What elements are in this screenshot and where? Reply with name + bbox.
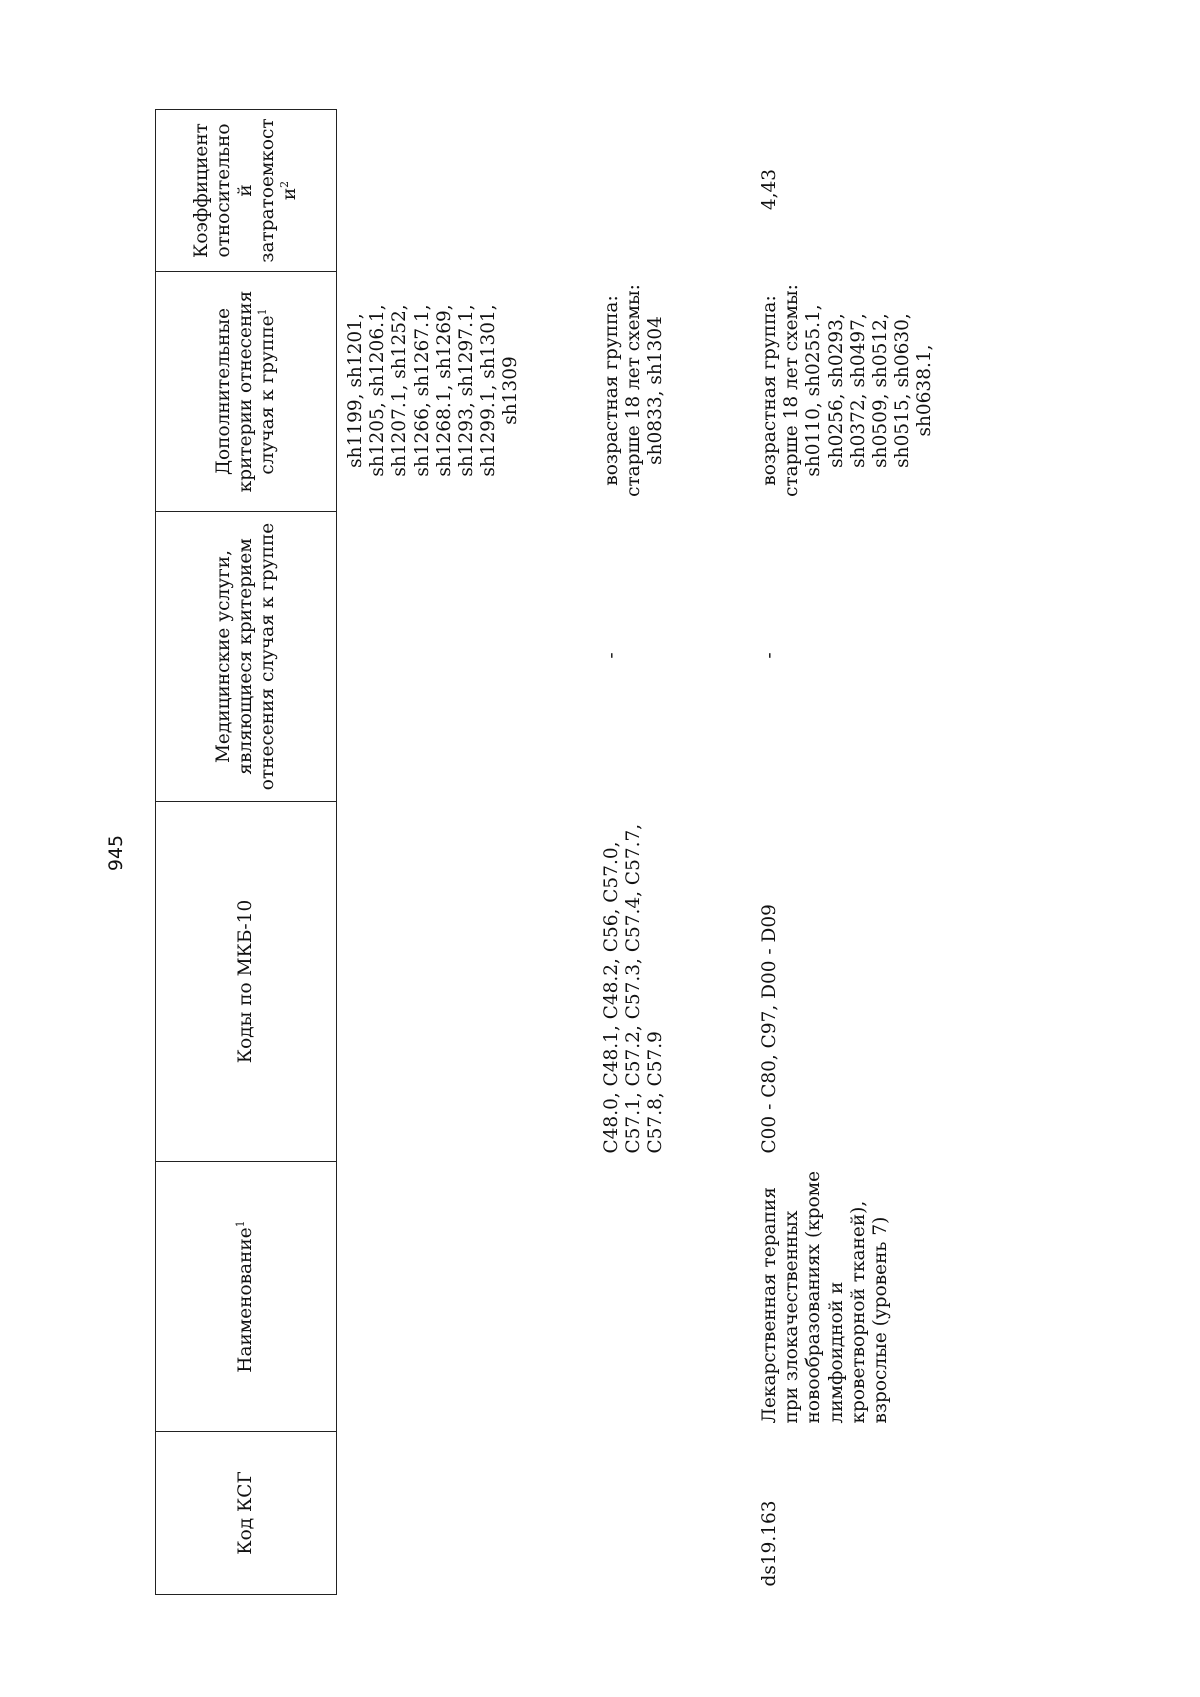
header-additional-criteria: Дополнительные критерии отнесения случая к группе$^1$ <box>156 272 337 512</box>
cell-ksg-code: ds19.163 <box>759 1500 780 1587</box>
cell-name: Лекарственная терапия при злокачественных новообразованиях (кроме лимфоидной и кроветворной тканей), взрослые (уровень 7) <box>759 1170 891 1424</box>
header-cost-coefficient: Коэффициент относительно й затратоемкост $и^2$ <box>156 110 337 272</box>
rotated-table-sheet <box>155 110 1055 1595</box>
cell-medical-services <box>337 512 594 802</box>
cell-additional-criteria: sh1199, sh1201, sh1205, sh1206.1, sh1207.1, sh1252, sh1266, sh1267.1, sh1268.1, sh1269, sh1293, sh1297.1, sh1299.1, sh1301, sh1309 <box>345 304 522 477</box>
table-row <box>337 110 594 1595</box>
table-row <box>593 110 751 1595</box>
ksg-table <box>155 109 949 1595</box>
table-row <box>751 110 949 1595</box>
cell-medical-services: - <box>601 652 622 659</box>
cell-medical-services: - <box>759 652 780 659</box>
table-header-row <box>156 110 337 1595</box>
header-ksg-code: Код КСГ <box>156 1432 337 1595</box>
cell-name <box>593 1162 751 1432</box>
cell-cost-coefficient <box>337 110 594 272</box>
cell-cost-coefficient <box>593 110 751 272</box>
cell-ksg-code <box>337 1432 594 1595</box>
cell-icd-codes <box>337 802 594 1162</box>
cell-name <box>337 1162 594 1432</box>
page-number: 945 <box>105 834 127 872</box>
cell-icd-codes: C00 - C80, C97, D00 - D09 <box>759 904 780 1154</box>
cell-cost-coefficient: 4,43 <box>759 168 780 211</box>
header-name: Наименование$^1$ <box>156 1162 337 1432</box>
header-icd-codes: Коды по МКБ-10 <box>156 802 337 1162</box>
cell-additional-criteria: возрастная группа: старше 18 лет схемы: sh0110, sh0255.1, sh0256, sh0293, sh0372, sh0497, sh0509, sh0512, sh0515, sh0630, sh0638.1, <box>759 284 936 497</box>
cell-icd-codes: C48.0, C48.1, C48.2, C56, C57.0, C57.1, C57.2, C57.3, C57.4, C57.7, C57.8, C57.9 <box>601 823 667 1154</box>
cell-ksg-code <box>593 1432 751 1595</box>
header-medical-services: Медицинские услуги, являющиеся критерием отнесения случая к группе <box>156 512 337 802</box>
cell-additional-criteria: возрастная группа: старше 18 лет схемы: sh0833, sh1304 <box>601 284 667 497</box>
